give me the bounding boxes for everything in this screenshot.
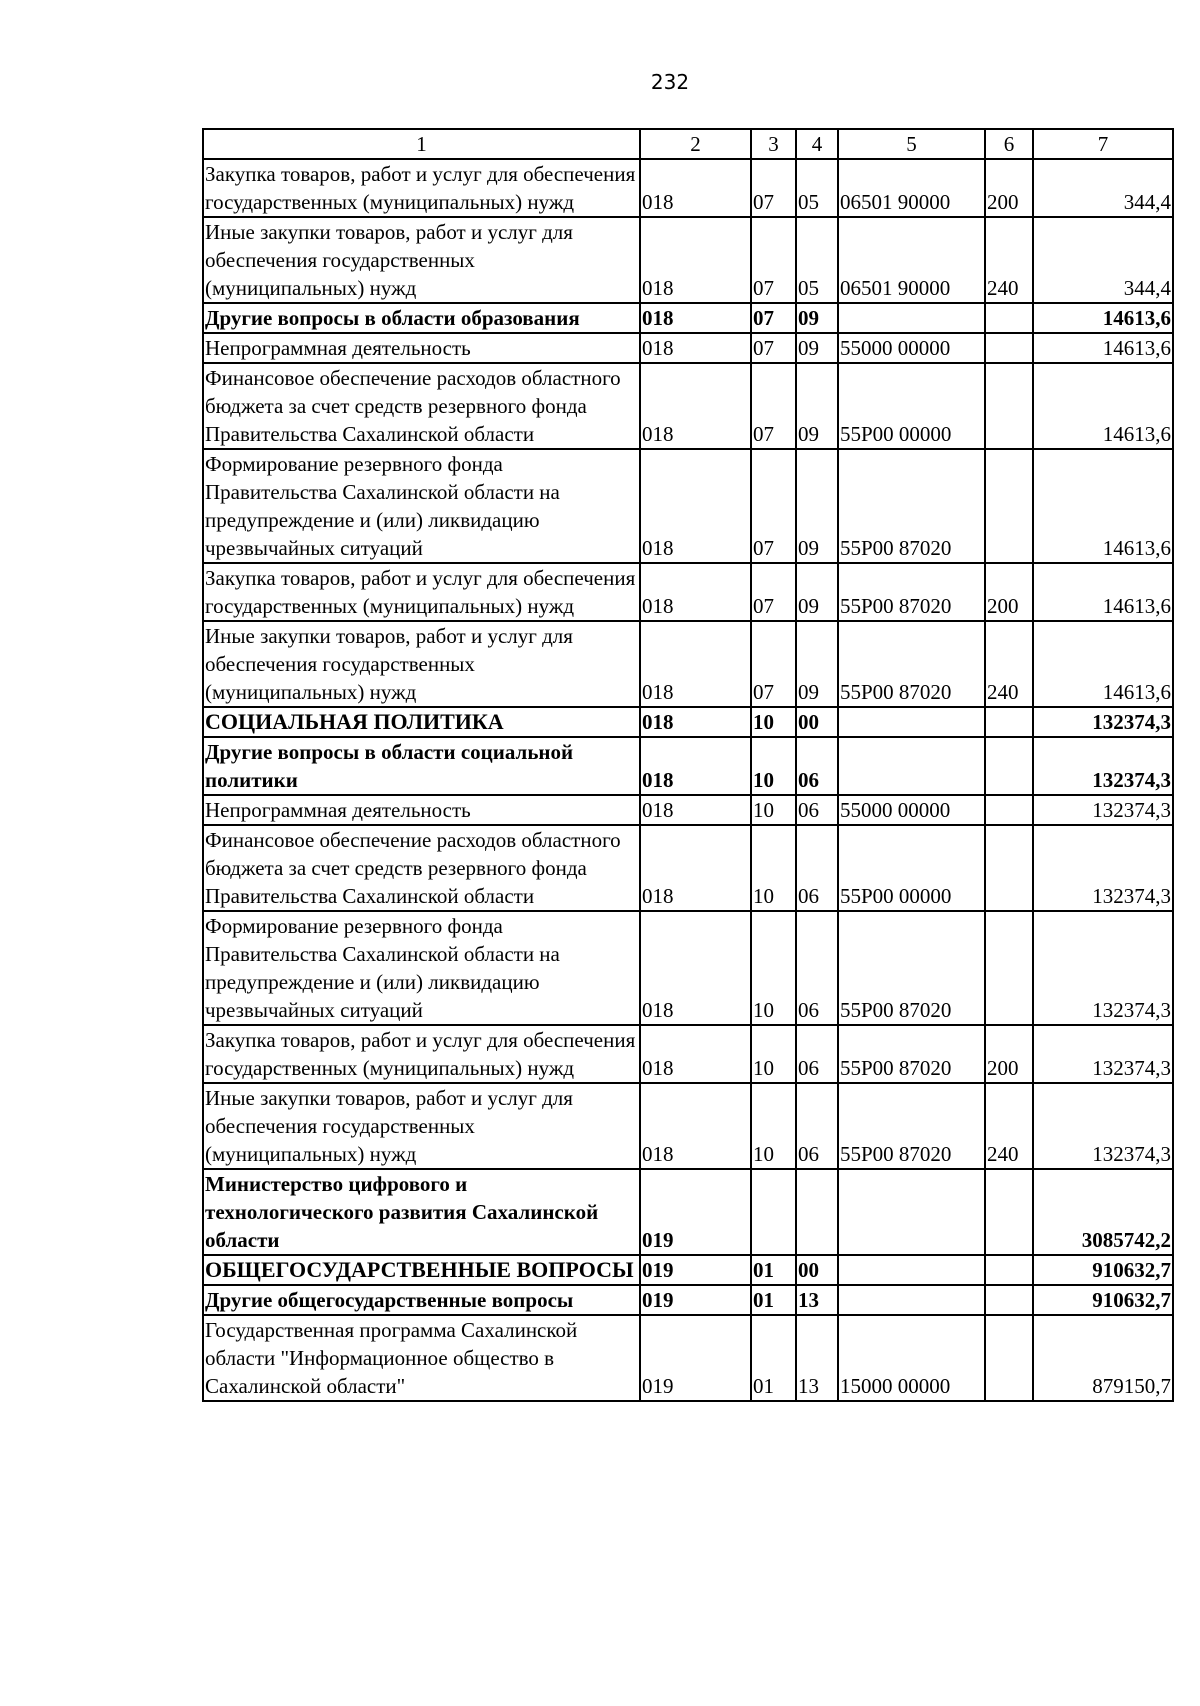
header-cell: 7 [1033, 129, 1173, 159]
table-row [203, 911, 1173, 1025]
row-expense-type-code: 200 [985, 159, 1033, 217]
row-name: ОБЩЕГОСУДАРСТВЕННЫЕ ВОПРОСЫ [203, 1255, 640, 1285]
header-cell: 4 [796, 129, 838, 159]
row-amount: 132374,3 [1033, 707, 1173, 737]
row-expense-type-code: 200 [985, 1025, 1033, 1083]
table-row [203, 563, 1173, 621]
row-amount: 3085742,2 [1033, 1169, 1173, 1255]
row-expense-type-code: 240 [985, 1083, 1033, 1169]
table-row [203, 795, 1173, 825]
table-header-row [203, 129, 1173, 159]
row-section-code: 07 [751, 159, 796, 217]
row-ministry-code: 019 [640, 1169, 751, 1255]
row-amount: 14613,6 [1033, 303, 1173, 333]
row-subsection-code: 05 [796, 159, 838, 217]
row-subsection-code: 09 [796, 563, 838, 621]
row-name: Иные закупки товаров, работ и услуг для обеспечения государственных (муниципальных) нужд [203, 1083, 640, 1169]
row-target-code [838, 1169, 985, 1255]
row-ministry-code: 018 [640, 303, 751, 333]
row-section-code: 10 [751, 795, 796, 825]
row-target-code: 55Р00 87020 [838, 563, 985, 621]
row-name: Министерство цифрового и технологического развития Сахалинской области [203, 1169, 640, 1255]
row-ministry-code: 018 [640, 159, 751, 217]
table-row [203, 707, 1173, 737]
row-subsection-code: 06 [796, 1025, 838, 1083]
row-amount: 14613,6 [1033, 449, 1173, 563]
row-name: Закупка товаров, работ и услуг для обеспечения государственных (муниципальных) нужд [203, 159, 640, 217]
row-amount: 132374,3 [1033, 911, 1173, 1025]
table-row [203, 449, 1173, 563]
row-section-code: 10 [751, 737, 796, 795]
row-subsection-code: 00 [796, 707, 838, 737]
row-ministry-code: 018 [640, 825, 751, 911]
row-target-code: 06501 90000 [838, 159, 985, 217]
row-ministry-code: 018 [640, 737, 751, 795]
row-ministry-code: 019 [640, 1315, 751, 1401]
table-row [203, 737, 1173, 795]
row-section-code: 01 [751, 1315, 796, 1401]
row-ministry-code: 018 [640, 217, 751, 303]
table-row [203, 363, 1173, 449]
row-subsection-code: 06 [796, 1083, 838, 1169]
row-section-code: 07 [751, 303, 796, 333]
row-section-code: 10 [751, 911, 796, 1025]
row-expense-type-code [985, 1315, 1033, 1401]
row-name: Иные закупки товаров, работ и услуг для обеспечения государственных (муниципальных) нужд [203, 621, 640, 707]
row-amount: 132374,3 [1033, 825, 1173, 911]
row-ministry-code: 018 [640, 1025, 751, 1083]
row-amount: 344,4 [1033, 217, 1173, 303]
table-row [203, 621, 1173, 707]
row-ministry-code: 018 [640, 621, 751, 707]
row-expense-type-code: 200 [985, 563, 1033, 621]
row-subsection-code: 09 [796, 303, 838, 333]
row-ministry-code: 018 [640, 333, 751, 363]
row-ministry-code: 018 [640, 911, 751, 1025]
row-name: Другие вопросы в области образования [203, 303, 640, 333]
table-row [203, 333, 1173, 363]
table-row [203, 1285, 1173, 1315]
row-name: Закупка товаров, работ и услуг для обеспечения государственных (муниципальных) нужд [203, 563, 640, 621]
row-subsection-code: 00 [796, 1255, 838, 1285]
row-expense-type-code [985, 707, 1033, 737]
row-target-code: 55Р00 87020 [838, 911, 985, 1025]
row-amount: 910632,7 [1033, 1255, 1173, 1285]
row-amount: 344,4 [1033, 159, 1173, 217]
row-subsection-code: 13 [796, 1285, 838, 1315]
row-amount: 14613,6 [1033, 621, 1173, 707]
table-row [203, 1083, 1173, 1169]
row-ministry-code: 019 [640, 1285, 751, 1315]
row-name: Другие общегосударственные вопросы [203, 1285, 640, 1315]
row-target-code: 55000 00000 [838, 795, 985, 825]
row-expense-type-code: 240 [985, 621, 1033, 707]
row-target-code: 55Р00 87020 [838, 449, 985, 563]
table-row [203, 1025, 1173, 1083]
row-expense-type-code [985, 795, 1033, 825]
row-amount: 132374,3 [1033, 737, 1173, 795]
row-subsection-code: 06 [796, 795, 838, 825]
header-cell: 5 [838, 129, 985, 159]
row-amount: 132374,3 [1033, 795, 1173, 825]
row-section-code: 10 [751, 1083, 796, 1169]
table-row [203, 159, 1173, 217]
row-target-code: 55000 00000 [838, 333, 985, 363]
row-name: Финансовое обеспечение расходов областного бюджета за счет средств резервного фонда Правительства Сахалинской области [203, 363, 640, 449]
row-section-code: 07 [751, 363, 796, 449]
row-name: Финансовое обеспечение расходов областного бюджета за счет средств резервного фонда Правительства Сахалинской области [203, 825, 640, 911]
row-target-code [838, 1255, 985, 1285]
row-section-code: 01 [751, 1285, 796, 1315]
header-cell: 2 [640, 129, 751, 159]
row-amount: 14613,6 [1033, 333, 1173, 363]
row-subsection-code: 09 [796, 333, 838, 363]
row-target-code [838, 1285, 985, 1315]
row-target-code [838, 737, 985, 795]
row-amount: 132374,3 [1033, 1083, 1173, 1169]
row-expense-type-code [985, 1255, 1033, 1285]
row-expense-type-code [985, 911, 1033, 1025]
table-row [203, 1255, 1173, 1285]
row-ministry-code: 018 [640, 449, 751, 563]
row-ministry-code: 018 [640, 1083, 751, 1169]
row-ministry-code: 018 [640, 563, 751, 621]
header-cell: 6 [985, 129, 1033, 159]
row-target-code: 55Р00 00000 [838, 825, 985, 911]
row-name: СОЦИАЛЬНАЯ ПОЛИТИКА [203, 707, 640, 737]
row-subsection-code: 09 [796, 449, 838, 563]
row-section-code: 07 [751, 621, 796, 707]
table-row [203, 825, 1173, 911]
row-section-code: 10 [751, 707, 796, 737]
row-ministry-code: 019 [640, 1255, 751, 1285]
header-cell: 1 [203, 129, 640, 159]
row-name: Формирование резервного фонда Правительства Сахалинской области на предупреждение и (или) ликвидацию чрезвычайных ситуаций [203, 449, 640, 563]
row-amount: 14613,6 [1033, 563, 1173, 621]
row-expense-type-code [985, 825, 1033, 911]
row-ministry-code: 018 [640, 707, 751, 737]
row-section-code: 07 [751, 333, 796, 363]
row-expense-type-code [985, 1285, 1033, 1315]
row-target-code: 55Р00 00000 [838, 363, 985, 449]
row-target-code [838, 707, 985, 737]
row-subsection-code: 09 [796, 621, 838, 707]
row-subsection-code [796, 1169, 838, 1255]
row-name: Непрограммная деятельность [203, 795, 640, 825]
row-amount: 910632,7 [1033, 1285, 1173, 1315]
row-amount: 132374,3 [1033, 1025, 1173, 1083]
table-row [203, 303, 1173, 333]
table-row [203, 1315, 1173, 1401]
row-section-code: 07 [751, 563, 796, 621]
row-name: Государственная программа Сахалинской области "Информационное общество в Сахалинской области" [203, 1315, 640, 1401]
row-section-code: 10 [751, 1025, 796, 1083]
row-name: Непрограммная деятельность [203, 333, 640, 363]
row-expense-type-code [985, 1169, 1033, 1255]
row-subsection-code: 09 [796, 363, 838, 449]
row-expense-type-code [985, 737, 1033, 795]
row-expense-type-code: 240 [985, 217, 1033, 303]
row-expense-type-code [985, 449, 1033, 563]
budget-table [202, 128, 1174, 1402]
header-cell: 3 [751, 129, 796, 159]
row-target-code: 15000 00000 [838, 1315, 985, 1401]
row-section-code: 01 [751, 1255, 796, 1285]
row-subsection-code: 06 [796, 737, 838, 795]
row-target-code: 06501 90000 [838, 217, 985, 303]
row-expense-type-code [985, 363, 1033, 449]
row-subsection-code: 05 [796, 217, 838, 303]
row-target-code: 55Р00 87020 [838, 1083, 985, 1169]
row-expense-type-code [985, 333, 1033, 363]
row-section-code [751, 1169, 796, 1255]
row-name: Закупка товаров, работ и услуг для обеспечения государственных (муниципальных) нужд [203, 1025, 640, 1083]
row-subsection-code: 06 [796, 911, 838, 1025]
row-expense-type-code [985, 303, 1033, 333]
table-row [203, 217, 1173, 303]
row-target-code: 55Р00 87020 [838, 1025, 985, 1083]
row-subsection-code: 13 [796, 1315, 838, 1401]
row-section-code: 07 [751, 449, 796, 563]
row-name: Формирование резервного фонда Правительства Сахалинской области на предупреждение и (или) ликвидацию чрезвычайных ситуаций [203, 911, 640, 1025]
row-ministry-code: 018 [640, 795, 751, 825]
row-subsection-code: 06 [796, 825, 838, 911]
row-name: Иные закупки товаров, работ и услуг для обеспечения государственных (муниципальных) нужд [203, 217, 640, 303]
row-section-code: 10 [751, 825, 796, 911]
row-target-code [838, 303, 985, 333]
row-name: Другие вопросы в области социальной политики [203, 737, 640, 795]
row-ministry-code: 018 [640, 363, 751, 449]
row-amount: 14613,6 [1033, 363, 1173, 449]
table-row [203, 1169, 1173, 1255]
row-amount: 879150,7 [1033, 1315, 1173, 1401]
row-target-code: 55Р00 87020 [838, 621, 985, 707]
page-number: 232 [650, 70, 690, 94]
row-section-code: 07 [751, 217, 796, 303]
